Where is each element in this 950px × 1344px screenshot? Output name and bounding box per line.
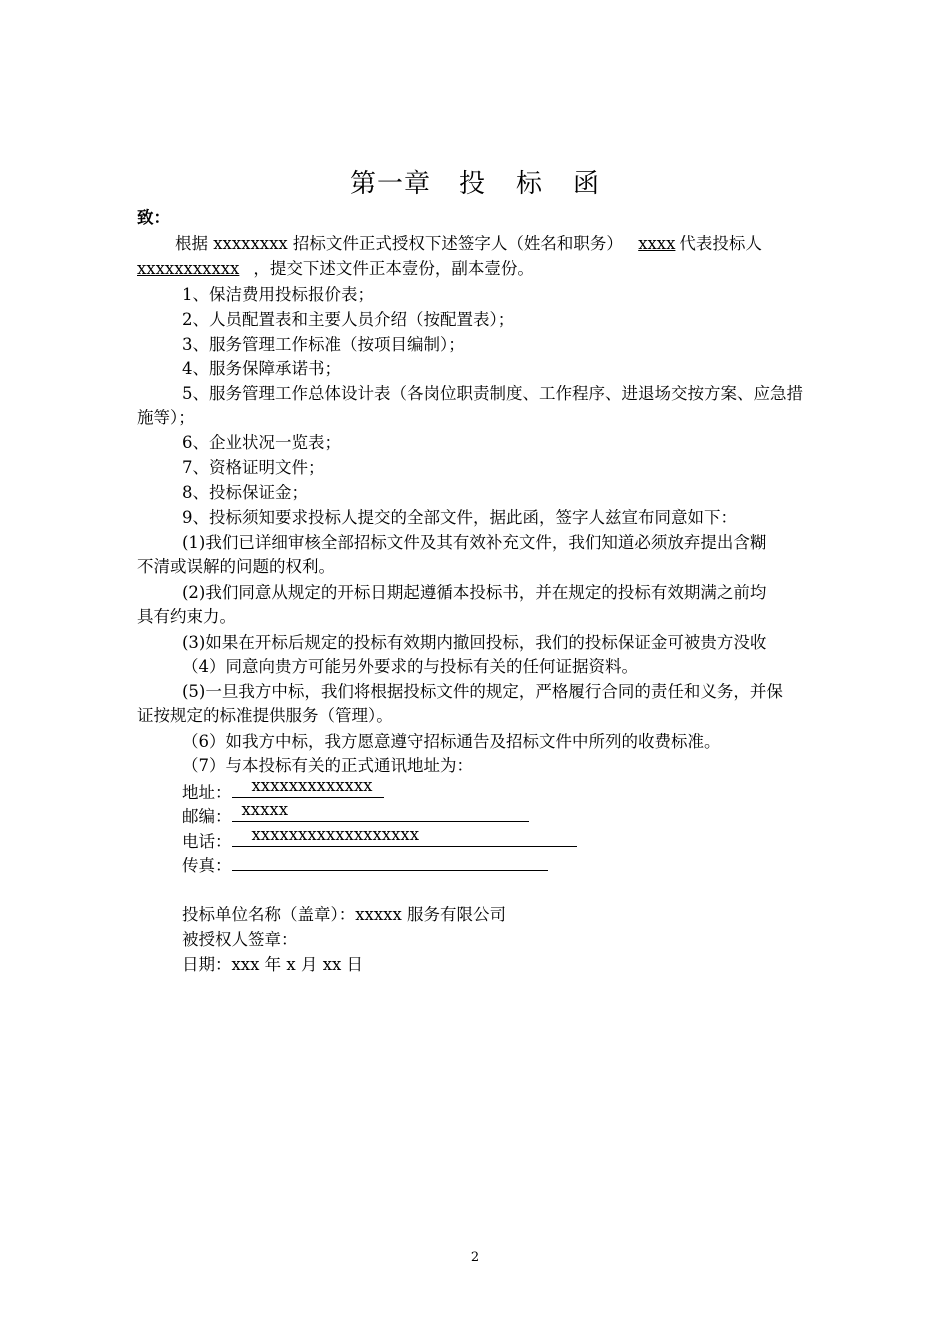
fax-label: 传真： bbox=[182, 856, 232, 875]
fax-row bbox=[182, 853, 548, 877]
title-char-3: 函 bbox=[573, 169, 601, 199]
authorized-signature-line: 被授权人签章： bbox=[182, 930, 298, 949]
list-item: 4、服务保障承诺书； bbox=[182, 359, 341, 378]
page-number: 2 bbox=[470, 1250, 480, 1265]
intro-line-1 bbox=[175, 233, 762, 255]
address-field[interactable]: xxxxxxxxxxxxx bbox=[232, 780, 384, 798]
list-item: 3、服务管理工作标准（按项目编制）； bbox=[182, 335, 465, 354]
clause-line: （6）如我方中标，我方愿意遵守招标通告及招标文件中所列的收费标准。 bbox=[182, 732, 721, 751]
clause-line: (5)一旦我方中标，我们将根据投标文件的规定，严格履行合同的责任和义务，并保 bbox=[182, 682, 783, 701]
list-item: 7、资格证明文件； bbox=[182, 458, 325, 477]
list-item: 9、投标须知要求投标人提交的全部文件，据此函，签字人兹宣布同意如下： bbox=[182, 508, 737, 527]
salutation: 致： bbox=[137, 208, 170, 227]
fax-field[interactable] bbox=[232, 853, 548, 871]
chapter-number: 第一章 bbox=[349, 169, 431, 199]
clause-line: (2)我们同意从规定的开标日期起遵循本投标书，并在规定的投标有效期满之前均 bbox=[182, 583, 767, 602]
phone-field[interactable]: xxxxxxxxxxxxxxxxxx bbox=[232, 829, 577, 847]
list-item: 2、人员配置表和主要人员介绍（按配置表）； bbox=[182, 310, 515, 329]
list-item: 6、企业状况一览表； bbox=[182, 433, 341, 452]
intro-text-c: ，提交下述文件正本壹份，副本壹份。 bbox=[253, 259, 534, 278]
clause-line: 证按规定的标准提供服务（管理）。 bbox=[137, 706, 393, 725]
clause-line: (3)如果在开标后规定的投标有效期内撤回投标，我们的投标保证金可被贵方没收 bbox=[182, 633, 767, 652]
list-item: 5、服务管理工作总体设计表（各岗位职责制度、工作程序、进退场交按方案、应急措 bbox=[182, 384, 803, 403]
title-char-1: 投 bbox=[458, 169, 486, 199]
clause-line: （4）同意向贵方可能另外要求的与投标有关的任何证据资料。 bbox=[182, 657, 638, 676]
list-item: 1、保洁费用投标报价表； bbox=[182, 285, 374, 304]
signer-field: xxxx bbox=[638, 234, 676, 253]
bidder-field: xxxxxxxxxxx bbox=[137, 259, 240, 278]
chapter-title bbox=[0, 163, 950, 200]
address-label: 地址： bbox=[182, 783, 232, 802]
title-char-2: 标 bbox=[516, 169, 544, 199]
phone-row bbox=[182, 825, 577, 853]
intro-text-b: 代表投标人 bbox=[679, 234, 762, 253]
clause-line: 不清或误解的问题的权利。 bbox=[137, 557, 335, 576]
zip-field[interactable]: xxxxx bbox=[232, 804, 529, 822]
list-item-continuation: 施等）； bbox=[137, 408, 195, 427]
list-item: 8、投标保证金； bbox=[182, 483, 308, 502]
intro-text-a: 根据 xxxxxxxx 招标文件正式授权下述签字人（姓名和职务） bbox=[175, 234, 623, 253]
zip-label: 邮编： bbox=[182, 807, 232, 826]
clause-line: (1)我们已详细审核全部招标文件及其有效补充文件，我们知道必须放弃提出含糊 bbox=[182, 533, 767, 552]
company-line: 投标单位名称（盖章）：xxxxx 服务有限公司 bbox=[182, 905, 507, 924]
clause-line: 具有约束力。 bbox=[137, 607, 236, 626]
clause-line: （7）与本投标有关的正式通讯地址为： bbox=[182, 756, 473, 775]
date-line: 日期：xxx 年 x 月 xx 日 bbox=[182, 955, 364, 974]
phone-label: 电话： bbox=[182, 832, 232, 851]
intro-line-2 bbox=[137, 258, 534, 280]
